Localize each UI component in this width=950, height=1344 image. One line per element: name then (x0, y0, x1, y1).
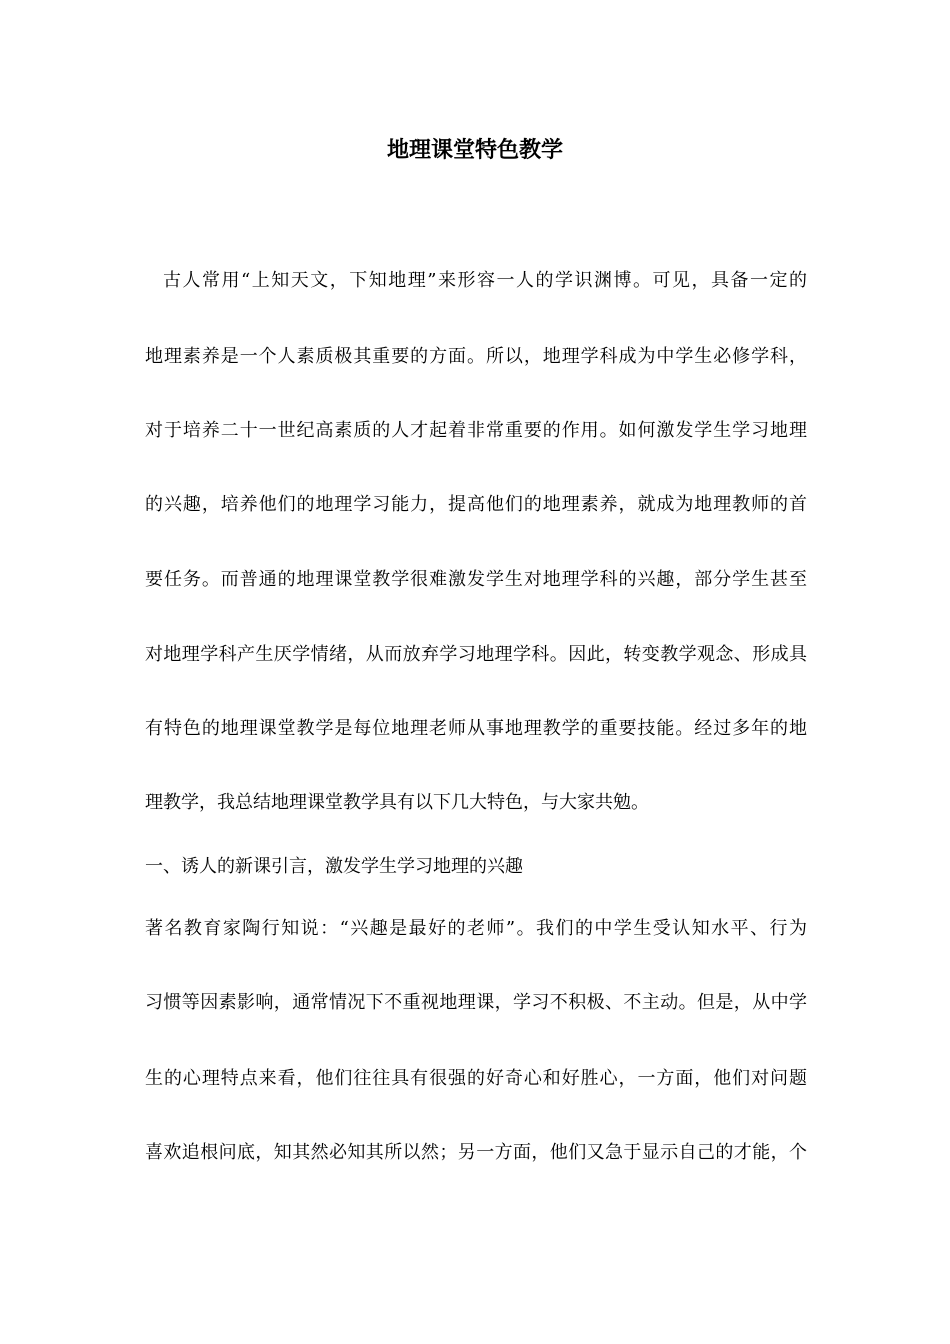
paragraph-line: 要任务。而普通的地理课堂教学很难激发学生对地理学科的兴趣，部分学生甚至 (145, 569, 807, 590)
paragraph-line: 地理素养是一个人素质极其重要的方面。所以，地理学科成为中学生必修学科， (145, 346, 807, 367)
paragraph-line: 对地理学科产生厌学情绪，从而放弃学习地理学科。因此，转变教学观念、形成具 (145, 644, 807, 665)
document-title: 地理课堂特色教学 (386, 138, 563, 163)
paragraph-line: 习惯等因素影响，通常情况下不重视地理课，学习不积极、不主动。但是，从中学 (145, 992, 807, 1013)
paragraph-line: 有特色的地理课堂教学是每位地理老师从事地理教学的重要技能。经过多年的地 (145, 718, 807, 739)
paragraph-line: 喜欢追根问底，知其然必知其所以然；另一方面，他们又急于显示自己的才能，个 (145, 1142, 807, 1163)
section-heading: 一、诱人的新课引言，激发学生学习地理的兴趣 (145, 856, 523, 877)
paragraph-line: 理教学，我总结地理课堂教学具有以下几大特色，与大家共勉。 (145, 792, 649, 813)
paragraph-line: 生的心理特点来看，他们往往具有很强的好奇心和好胜心，一方面，他们对问题 (145, 1068, 807, 1089)
paragraph-line: 古人常用“上知天文，下知地理”来形容一人的学识渊博。可见，具备一定的 (163, 270, 807, 291)
paragraph-line: 的兴趣，培养他们的地理学习能力，提高他们的地理素养，就成为地理教师的首 (145, 494, 807, 515)
paragraph-line: 对于培养二十一世纪高素质的人才起着非常重要的作用。如何激发学生学习地理 (145, 420, 807, 441)
paragraph-line: 著名教育家陶行知说：“兴趣是最好的老师”。我们的中学生受认知水平、行为 (145, 918, 807, 939)
